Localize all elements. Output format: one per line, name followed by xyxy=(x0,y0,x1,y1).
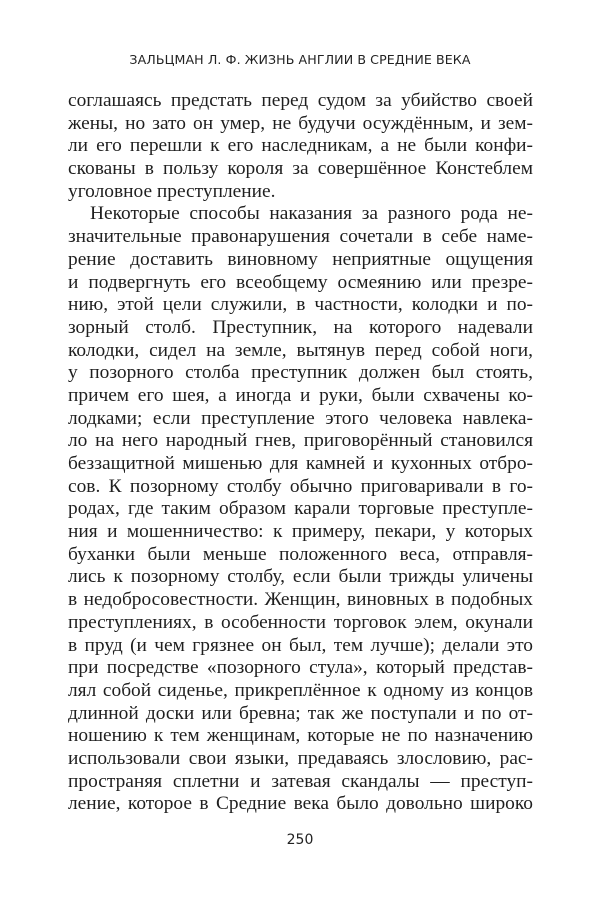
text-line: в пруд (и чем грязнее он был, тем лучше); делали это xyxy=(68,634,533,656)
text-line: причем его шея, а иногда и руки, были схвачены ко- xyxy=(68,384,533,406)
text-line: нию, этой цели служили, в частности, колодки и по- xyxy=(68,294,533,316)
text-line: беззащитной мишенью для камней и кухонных отбро- xyxy=(68,453,533,474)
text-line: и подвергнуть его всеобщему осмеянию или презре- xyxy=(68,271,533,293)
text-line: жены, но зато он умер, не будучи осуждённым, и зем- xyxy=(68,112,533,134)
running-header: ЗАЛЬЦМАН Л. Ф. ЖИЗНЬ АНГЛИИ В СРЕДНИЕ ВЕКА xyxy=(129,52,471,67)
page-number: 250 xyxy=(286,832,314,848)
text-line: ношению к тем женщинам, которые не по назначению xyxy=(68,725,533,747)
text-line: уголовное преступление. xyxy=(68,180,276,202)
text-line: использовали свои языки, предаваясь злословию, рас- xyxy=(68,747,533,769)
text-line: ление, которое в Средние века было довольно широко xyxy=(68,793,533,815)
text-line: колодки, сидел на земле, вытянув перед собой ноги, xyxy=(68,339,533,361)
text-line: лял собой сиденье, прикреплённое к одному из концов xyxy=(68,679,533,701)
text-line: зорный столб. Преступник, на которого надевали xyxy=(68,316,533,338)
text-line: соглашаясь предстать перед судом за убийство своей xyxy=(68,90,533,111)
text-line: лись к позорному столбу, если были трижды уличены xyxy=(68,566,533,588)
text-line: у позорного столба преступник должен был стоять, xyxy=(68,362,533,384)
body-text xyxy=(68,90,533,816)
text-line: сов. К позорному столбу обычно приговаривали в го- xyxy=(68,475,533,497)
text-line: ния и мошенничество: к примеру, пекари, у которых xyxy=(68,521,533,543)
text-line: длинной доски или бревна; так же поступали и по от- xyxy=(68,702,533,724)
text-line: родах, где таким образом карали торговые преступле- xyxy=(68,498,533,520)
text-line: рение доставить виновному неприятные ощущения xyxy=(68,248,533,270)
text-line: буханки были меньше положенного веса, отправля- xyxy=(68,543,533,565)
text-line: ло на него народный гнев, приговорённый становился xyxy=(68,430,533,452)
text-line: пространяя сплетни и затевая скандалы — преступ- xyxy=(68,770,533,792)
text-line: значительные правонарушения сочетали в себе наме- xyxy=(68,226,533,248)
text-line: ли его перешли к его наследникам, а не были конфи- xyxy=(68,135,533,157)
text-line: лодками; если преступление этого человека навлека- xyxy=(68,407,533,429)
text-line: скованы в пользу короля за совершённое Констеблем xyxy=(68,158,533,180)
text-line: преступлениях, в особенности торговок элем, окунали xyxy=(68,611,533,633)
text-line: при посредстве «позорного стула», который представ- xyxy=(68,657,533,679)
text-line: в недобросовестности. Женщин, виновных в подобных xyxy=(68,589,533,611)
text-line: Некоторые способы наказания за разного рода не- xyxy=(90,203,533,225)
